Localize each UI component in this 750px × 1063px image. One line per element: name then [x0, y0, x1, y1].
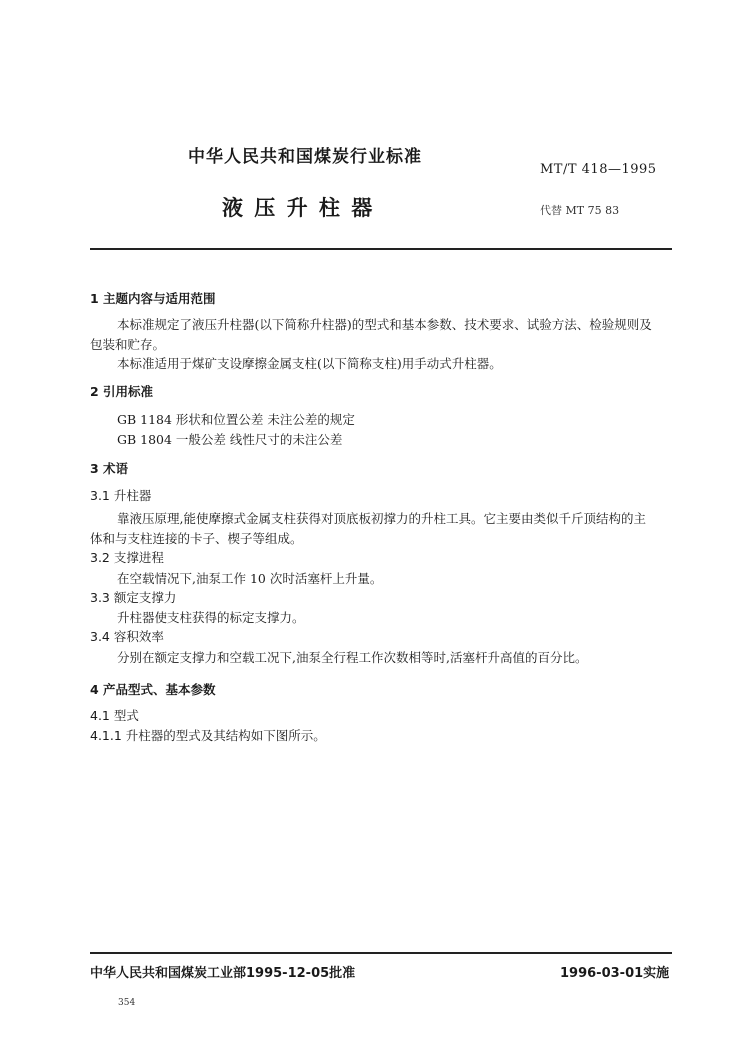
- implementation-date: 1996-03-01实施: [560, 966, 670, 981]
- section-3-heading: 3 术语: [90, 461, 129, 476]
- section-2-heading: 2 引用标准: [90, 384, 154, 399]
- page-number: 354: [118, 998, 136, 1008]
- term-3-3-text: 升柱器使支柱获得的标定支撑力。: [117, 610, 305, 625]
- term-3-3-heading: 3.3 额定支撑力: [90, 590, 177, 605]
- industry-standard-title: 中华人民共和国煤炭行业标准: [188, 147, 422, 167]
- standard-code: MT/T 418—1995: [540, 162, 657, 177]
- term-3-4-text: 分别在额定支撑力和空载工况下,油泵全行程工作次数相等时,活塞杆升高值的百分比。: [117, 650, 588, 665]
- term-3-4-heading: 3.4 容积效率: [90, 629, 164, 644]
- replaces-standard: 代替 MT 75 83: [540, 204, 620, 217]
- section-1-para-1-line-1: 本标准规定了液压升柱器(以下简称升柱器)的型式和基本参数、技术要求、试验方法、检验规则及: [117, 317, 652, 332]
- clause-4-1-heading: 4.1 型式: [90, 708, 139, 723]
- section-4-heading: 4 产品型式、基本参数: [90, 682, 216, 697]
- header-divider: [90, 248, 672, 250]
- term-3-2-text: 在空载情况下,油泵工作 10 次时活塞杆上升量。: [117, 571, 383, 586]
- term-3-1-heading: 3.1 升柱器: [90, 488, 152, 503]
- approval-line: 中华人民共和国煤炭工业部1995-12-05批准: [90, 966, 356, 981]
- section-1-para-1-line-2: 包装和贮存。: [90, 337, 166, 352]
- section-1-heading: 1 主题内容与适用范围: [90, 291, 216, 306]
- footer-divider: [90, 952, 672, 954]
- term-3-1-line-1: 靠液压原理,能使摩擦式金属支柱获得对顶底板初撑力的升柱工具。它主要由类似千斤顶结构的主: [117, 511, 646, 526]
- reference-gb1804: GB 1804 一般公差 线性尺寸的未注公差: [117, 432, 343, 447]
- term-3-2-heading: 3.2 支撑进程: [90, 550, 164, 565]
- section-1-para-2: 本标准适用于煤矿支设摩擦金属支柱(以下简称支柱)用手动式升柱器。: [117, 356, 502, 371]
- reference-gb1184: GB 1184 形状和位置公差 未注公差的规定: [117, 412, 355, 427]
- term-3-1-line-2: 体和与支柱连接的卡子、楔子等组成。: [90, 531, 303, 546]
- clause-4-1-1-text: 4.1.1 升柱器的型式及其结构如下图所示。: [90, 728, 326, 743]
- document-title: 液 压 升 柱 器: [222, 196, 375, 220]
